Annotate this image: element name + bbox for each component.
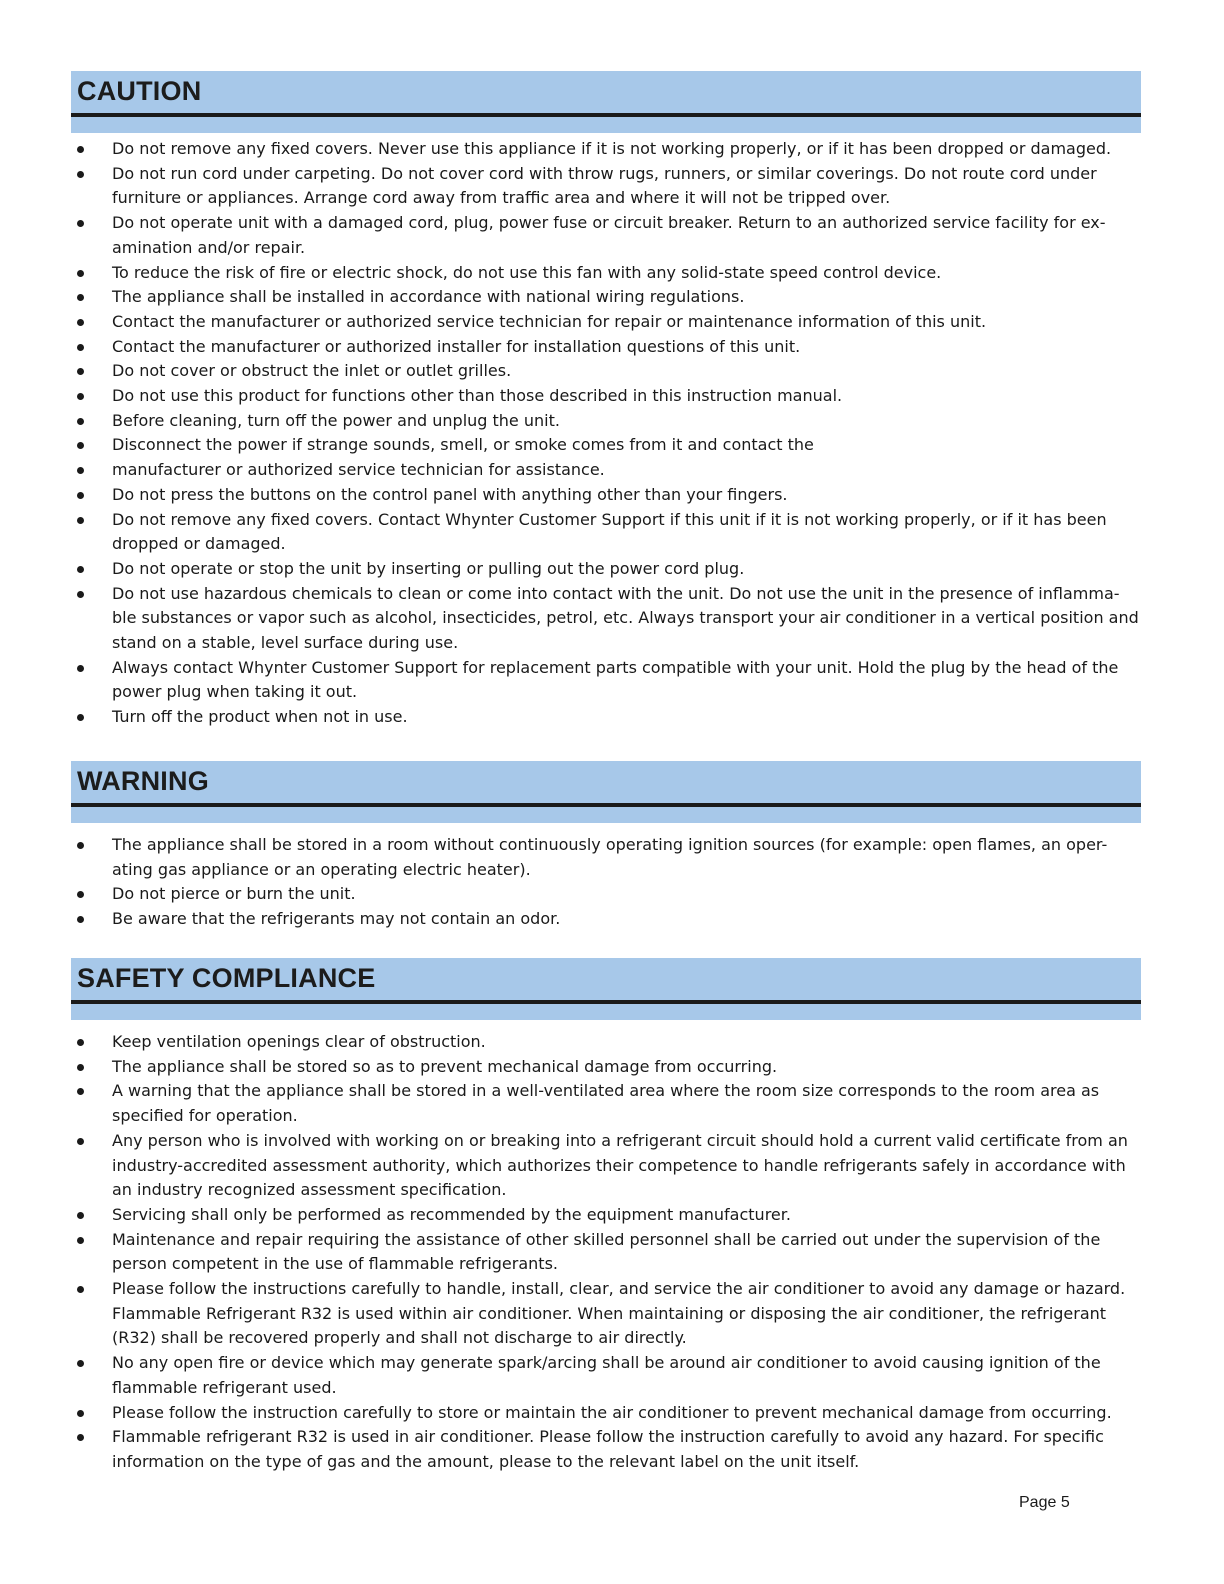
list-item: Before cleaning, turn off the power and unplug the unit. xyxy=(71,409,1141,434)
list-item: Do not operate or stop the unit by inserting or pulling out the power cord plug. xyxy=(71,557,1141,582)
warning-list xyxy=(71,833,1141,932)
list-item: To reduce the risk of fire or electric shock, do not use this fan with any solid-state speed control device. xyxy=(71,261,1141,286)
caution-list-container xyxy=(71,137,1141,730)
list-item: Do not pierce or burn the unit. xyxy=(71,882,1141,907)
list-item: manufacturer or authorized service technician for assistance. xyxy=(71,458,1141,483)
list-item: The appliance shall be stored so as to prevent mechanical damage from occurring. xyxy=(71,1055,1141,1080)
safety-list xyxy=(71,1030,1141,1475)
warning-list-container xyxy=(71,833,1141,932)
warning-header xyxy=(71,761,1141,823)
list-item: Do not use hazardous chemicals to clean or come into contact with the unit. Do not use the unit in the presence of inflamma-ble substances or vapor such as alcohol, insecticides, petrol, etc. Always transport your air conditioner in a vertical position and stand on a stable, level surface during use. xyxy=(71,582,1141,656)
caution-header-bar xyxy=(71,71,1141,133)
safety-header-bar xyxy=(71,958,1141,1020)
list-item: Turn off the product when not in use. xyxy=(71,705,1141,730)
list-item: The appliance shall be installed in accordance with national wiring regulations. xyxy=(71,285,1141,310)
list-item: Keep ventilation openings clear of obstruction. xyxy=(71,1030,1141,1055)
caution-title: CAUTION xyxy=(77,76,202,106)
list-item: A warning that the appliance shall be stored in a well-ventilated area where the room size corresponds to the room area as specified for operation. xyxy=(71,1079,1141,1128)
list-item: Be aware that the refrigerants may not contain an odor. xyxy=(71,907,1141,932)
caution-header xyxy=(71,71,1141,133)
list-item: Servicing shall only be performed as recommended by the equipment manufacturer. xyxy=(71,1203,1141,1228)
safety-rule xyxy=(71,1000,1141,1004)
warning-rule xyxy=(71,803,1141,807)
list-item: Contact the manufacturer or authorized installer for installation questions of this unit. xyxy=(71,335,1141,360)
list-item: Do not use this product for functions other than those described in this instruction manual. xyxy=(71,384,1141,409)
list-item: Do not cover or obstruct the inlet or outlet grilles. xyxy=(71,359,1141,384)
list-item: Do not operate unit with a damaged cord, plug, power fuse or circuit breaker. Return to an authorized service facility for ex-amination and/or repair. xyxy=(71,211,1141,260)
caution-list xyxy=(71,137,1141,730)
list-item: Contact the manufacturer or authorized service technician for repair or maintenance information of this unit. xyxy=(71,310,1141,335)
list-item: Please follow the instructions carefully to handle, install, clear, and service the air conditioner to avoid any damage or hazard. Flammable Refrigerant R32 is used within air conditioner. When maintaining or disposing the air conditioner, the refrigerant (R32) shall be recovered properly and shall not discharge to air directly. xyxy=(71,1277,1141,1351)
list-item: Please follow the instruction carefully to store or maintain the air conditioner to prevent mechanical damage from occurring. xyxy=(71,1401,1141,1426)
list-item: The appliance shall be stored in a room without continuously operating ignition sources (for example: open flames, an oper-ating gas appliance or an operating electric heater). xyxy=(71,833,1141,882)
safety-title: SAFETY COMPLIANCE xyxy=(77,963,376,993)
warning-title: WARNING xyxy=(77,766,209,796)
warning-header-bar xyxy=(71,761,1141,823)
list-item: Do not remove any fixed covers. Contact Whynter Customer Support if this unit if it is not working properly, or if it has been dropped or damaged. xyxy=(71,508,1141,557)
page-number: Page 5 xyxy=(1019,1494,1070,1511)
list-item: Any person who is involved with working on or breaking into a refrigerant circuit should hold a current valid certificate from an industry-accredited assessment authority, which authorizes their competence to handle refrigerants safely in accordance with an industry recognized assessment specification. xyxy=(71,1129,1141,1203)
list-item: Flammable refrigerant R32 is used in air conditioner. Please follow the instruction carefully to avoid any hazard. For specific information on the type of gas and the amount, please to the relevant label on the unit itself. xyxy=(71,1425,1141,1474)
caution-rule xyxy=(71,113,1141,117)
safety-header xyxy=(71,958,1141,1020)
list-item: Maintenance and repair requiring the assistance of other skilled personnel shall be carried out under the supervision of the person competent in the use of flammable refrigerants. xyxy=(71,1228,1141,1277)
list-item: Always contact Whynter Customer Support for replacement parts compatible with your unit. Hold the plug by the head of the power plug when taking it out. xyxy=(71,656,1141,705)
list-item: Disconnect the power if strange sounds, smell, or smoke comes from it and contact the xyxy=(71,433,1141,458)
list-item: Do not run cord under carpeting. Do not cover cord with throw rugs, runners, or similar coverings. Do not route cord under furniture or appliances. Arrange cord away from traffic area and where it will not be tripped over. xyxy=(71,162,1141,211)
list-item: Do not press the buttons on the control panel with anything other than your fingers. xyxy=(71,483,1141,508)
list-item: No any open fire or device which may generate spark/arcing shall be around air conditioner to avoid causing ignition of the flammable refrigerant used. xyxy=(71,1351,1141,1400)
list-item: Do not remove any fixed covers. Never use this appliance if it is not working properly, or if it has been dropped or damaged. xyxy=(71,137,1141,162)
safety-list-container xyxy=(71,1030,1141,1475)
